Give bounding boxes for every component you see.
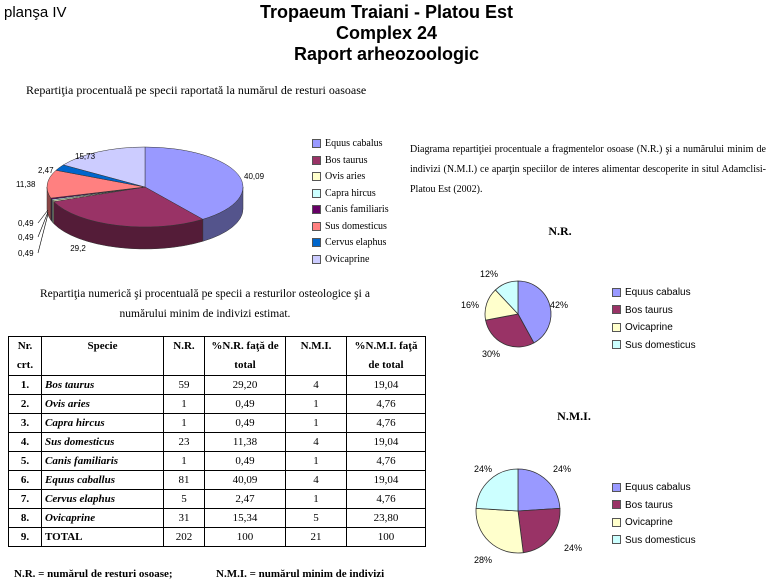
- legend-swatch: [612, 340, 621, 349]
- table-row: [9, 471, 426, 490]
- cell-pct-nr: 2,47: [205, 490, 286, 509]
- legend-swatch: [312, 172, 321, 181]
- legend-item: [612, 287, 696, 305]
- cell-pct-nmi: 4,76: [347, 414, 426, 433]
- legend-item: [612, 517, 696, 535]
- cell-nr-count: 1: [164, 414, 205, 433]
- nmi-pie-legend: [612, 482, 696, 552]
- pie3d-value-label: 15,73: [75, 152, 96, 161]
- cell-pct-nmi: 23,80: [347, 509, 426, 528]
- legend-swatch: [312, 139, 321, 148]
- cell-specie: Bos taurus: [42, 376, 164, 395]
- nr-pie-legend: [612, 287, 696, 357]
- table-caption: Repartiţia numerică şi procentuală pe specii a resturilor osteologice şi a numărului minim de indivizi estimat.: [40, 288, 370, 320]
- legend-label: Sus domesticus: [625, 534, 696, 546]
- pie-value-label: 28%: [473, 555, 492, 565]
- table-header-row: [9, 337, 426, 376]
- cell-specie: Capra hircus: [42, 414, 164, 433]
- cell-nr: 7.: [9, 490, 42, 509]
- cell-nmi: 21: [286, 528, 347, 547]
- legend-swatch: [312, 189, 321, 198]
- table-row: [9, 376, 426, 395]
- cell-nr-count: 59: [164, 376, 205, 395]
- cell-pct-nmi: 100: [347, 528, 426, 547]
- cell-pct-nmi: 19,04: [347, 376, 426, 395]
- cell-pct-nr: 40,09: [205, 471, 286, 490]
- pie-value-label: 12%: [479, 269, 498, 279]
- cell-nr: 9.: [9, 528, 42, 547]
- cell-nr-count: 81: [164, 471, 205, 490]
- legend-label: Cervus elaphus: [325, 237, 387, 248]
- legend-label: Sus domesticus: [625, 339, 696, 351]
- legend-label: Ovicaprine: [625, 322, 673, 333]
- nmi-pie-chart: [470, 405, 610, 565]
- cell-nr-count: 1: [164, 395, 205, 414]
- pie3d-value-label: 29,2: [70, 244, 86, 253]
- cell-specie: Ovis aries: [42, 395, 164, 414]
- table-row: [9, 433, 426, 452]
- cell-pct-nr: 29,20: [205, 376, 286, 395]
- legend-item: [612, 322, 696, 340]
- legend-swatch: [312, 205, 321, 214]
- cell-nr-count: 202: [164, 528, 205, 547]
- col-header-nmi: N.M.I.: [286, 337, 347, 376]
- cell-pct-nmi: 19,04: [347, 433, 426, 452]
- legend-swatch: [312, 222, 321, 231]
- table-body: [9, 376, 426, 547]
- col-header-nr: Nr. crt.: [9, 337, 42, 376]
- legend-item: [312, 221, 389, 238]
- pie-value-label: 16%: [460, 300, 479, 310]
- pie-value-label: 24%: [553, 464, 572, 474]
- pie3d-legend: [312, 138, 389, 270]
- table-row: [9, 452, 426, 471]
- pie-value-label: 24%: [473, 464, 492, 474]
- footnote-nr: N.R. = numărul de resturi osoase;: [14, 568, 173, 580]
- legend-label: Bos taurus: [625, 499, 673, 511]
- nmi-pie-title: N.M.I.: [557, 409, 591, 423]
- legend-label: Equus cabalus: [625, 482, 691, 493]
- col-header-pct-nr: %N.R. faţă de total: [205, 337, 286, 376]
- cell-nmi: 1: [286, 414, 347, 433]
- pie3d-value-label: 0,49: [18, 249, 34, 258]
- legend-item: [312, 155, 389, 172]
- nr-pie-title: N.R.: [548, 224, 572, 238]
- legend-label: Equus cabalus: [625, 287, 691, 298]
- pie3d-leader-lines: [38, 210, 48, 253]
- cell-specie: Canis familiaris: [42, 452, 164, 471]
- cell-nmi: 5: [286, 509, 347, 528]
- cell-pct-nmi: 19,04: [347, 471, 426, 490]
- cell-nmi: 1: [286, 452, 347, 471]
- pie3d-caption: Repartiţia procentuală pe specii raportată la numărul de resturi oasoase: [26, 83, 367, 97]
- cell-nmi: 4: [286, 376, 347, 395]
- legend-swatch: [612, 323, 621, 332]
- legend-label: Canis familiaris: [325, 204, 389, 215]
- page-subtitle-complex: Complex 24: [335, 23, 438, 43]
- cell-specie: Cervus elaphus: [42, 490, 164, 509]
- legend-label: Ovicaprine: [625, 517, 673, 528]
- cell-nr-count: 1: [164, 452, 205, 471]
- cell-nr: 4.: [9, 433, 42, 452]
- legend-item: [312, 188, 389, 205]
- cell-nmi: 1: [286, 490, 347, 509]
- pie-value-label: 30%: [481, 349, 500, 359]
- page-title: Tropaeum Traiani - Platou Est: [259, 2, 514, 22]
- cell-pct-nr: 11,38: [205, 433, 286, 452]
- legend-item: [612, 500, 696, 518]
- legend-item: [312, 254, 389, 271]
- table-row: [9, 490, 426, 509]
- legend-item: [312, 171, 389, 188]
- table-row: [9, 528, 426, 547]
- pie3d-value-label: 40,09: [244, 172, 265, 181]
- cell-pct-nmi: 4,76: [347, 490, 426, 509]
- legend-label: Sus domesticus: [325, 220, 387, 232]
- cell-pct-nmi: 4,76: [347, 395, 426, 414]
- col-header-specie: Specie: [42, 337, 164, 376]
- legend-label: Ovicaprine: [325, 253, 370, 265]
- legend-swatch: [612, 500, 621, 509]
- legend-label: Equus cabalus: [325, 138, 383, 149]
- legend-label: Ovis aries: [325, 171, 366, 182]
- legend-swatch: [612, 483, 621, 492]
- legend-item: [312, 204, 389, 221]
- legend-label: Capra hircus: [325, 187, 376, 199]
- cell-specie: Ovicaprine: [42, 509, 164, 528]
- col-header-nr-count: N.R.: [164, 337, 205, 376]
- legend-label: Bos taurus: [325, 154, 368, 166]
- cell-nr: 5.: [9, 452, 42, 471]
- pie-value-label: 24%: [564, 543, 583, 553]
- table-row: [9, 395, 426, 414]
- legend-item: [612, 305, 696, 323]
- cell-specie: Equus caballus: [42, 471, 164, 490]
- legend-swatch: [612, 535, 621, 544]
- nr-pie-slices: [485, 281, 551, 347]
- table-footnote: [14, 568, 384, 580]
- legend-swatch: [312, 238, 321, 247]
- pie3d-value-label: 11,38: [16, 180, 36, 189]
- cell-pct-nr: 0,49: [205, 395, 286, 414]
- chart-description: Diagrama repartiţiei procentuale a fragmentelor osoase (N.R.) şi a numărului minim de indivizi (N.M.I.) ce aparţin speciilor de interes alimentar descoperite in situl Adamclisi-Platou Est (2002).: [410, 144, 766, 195]
- cell-pct-nr: 100: [205, 528, 286, 547]
- legend-item: [312, 138, 389, 155]
- cell-nr-count: 23: [164, 433, 205, 452]
- legend-swatch: [612, 518, 621, 527]
- cell-pct-nr: 15,34: [205, 509, 286, 528]
- cell-specie: TOTAL: [42, 528, 164, 547]
- legend-item: [612, 482, 696, 500]
- pie-slice-0: [518, 469, 560, 511]
- pie-value-label: 42%: [550, 300, 569, 310]
- cell-specie: Sus domesticus: [42, 433, 164, 452]
- cell-pct-nmi: 4,76: [347, 452, 426, 471]
- legend-item: [612, 340, 696, 358]
- legend-label: Bos taurus: [625, 304, 673, 316]
- page-subtitle-report: Raport arheozoologic: [293, 44, 479, 64]
- pie3d-value-label: 0,49: [18, 219, 34, 228]
- cell-nr-count: 5: [164, 490, 205, 509]
- pie-slice-2: [476, 508, 523, 553]
- cell-pct-nr: 0,49: [205, 414, 286, 433]
- pie-slice-3: [476, 469, 518, 511]
- cell-pct-nr: 0,49: [205, 452, 286, 471]
- nr-pie-chart: [460, 220, 610, 370]
- cell-nmi: 4: [286, 471, 347, 490]
- table-row: [9, 414, 426, 433]
- legend-swatch: [312, 156, 321, 165]
- pie3d-value-label: 0,49: [18, 233, 34, 242]
- nmi-pie-slices: [476, 469, 560, 553]
- cell-nr: 3.: [9, 414, 42, 433]
- cell-nr: 6.: [9, 471, 42, 490]
- data-table: [8, 336, 426, 547]
- cell-nr: 8.: [9, 509, 42, 528]
- col-header-pct-nmi: %N.M.I. faţă de total: [347, 337, 426, 376]
- legend-item: [612, 535, 696, 553]
- plate-label: planşa IV: [4, 4, 67, 21]
- footnote-nmi: N.M.I. = numărul minim de indivizi: [216, 568, 385, 580]
- legend-swatch: [612, 288, 621, 297]
- cell-nmi: 4: [286, 433, 347, 452]
- cell-nr: 1.: [9, 376, 42, 395]
- cell-nr-count: 31: [164, 509, 205, 528]
- legend-item: [312, 237, 389, 254]
- legend-swatch: [312, 255, 321, 264]
- table-row: [9, 509, 426, 528]
- pie-slice-1: [518, 508, 560, 552]
- legend-swatch: [612, 305, 621, 314]
- cell-nr: 2.: [9, 395, 42, 414]
- pie3d-value-label: 2,47: [38, 166, 54, 175]
- cell-nmi: 1: [286, 395, 347, 414]
